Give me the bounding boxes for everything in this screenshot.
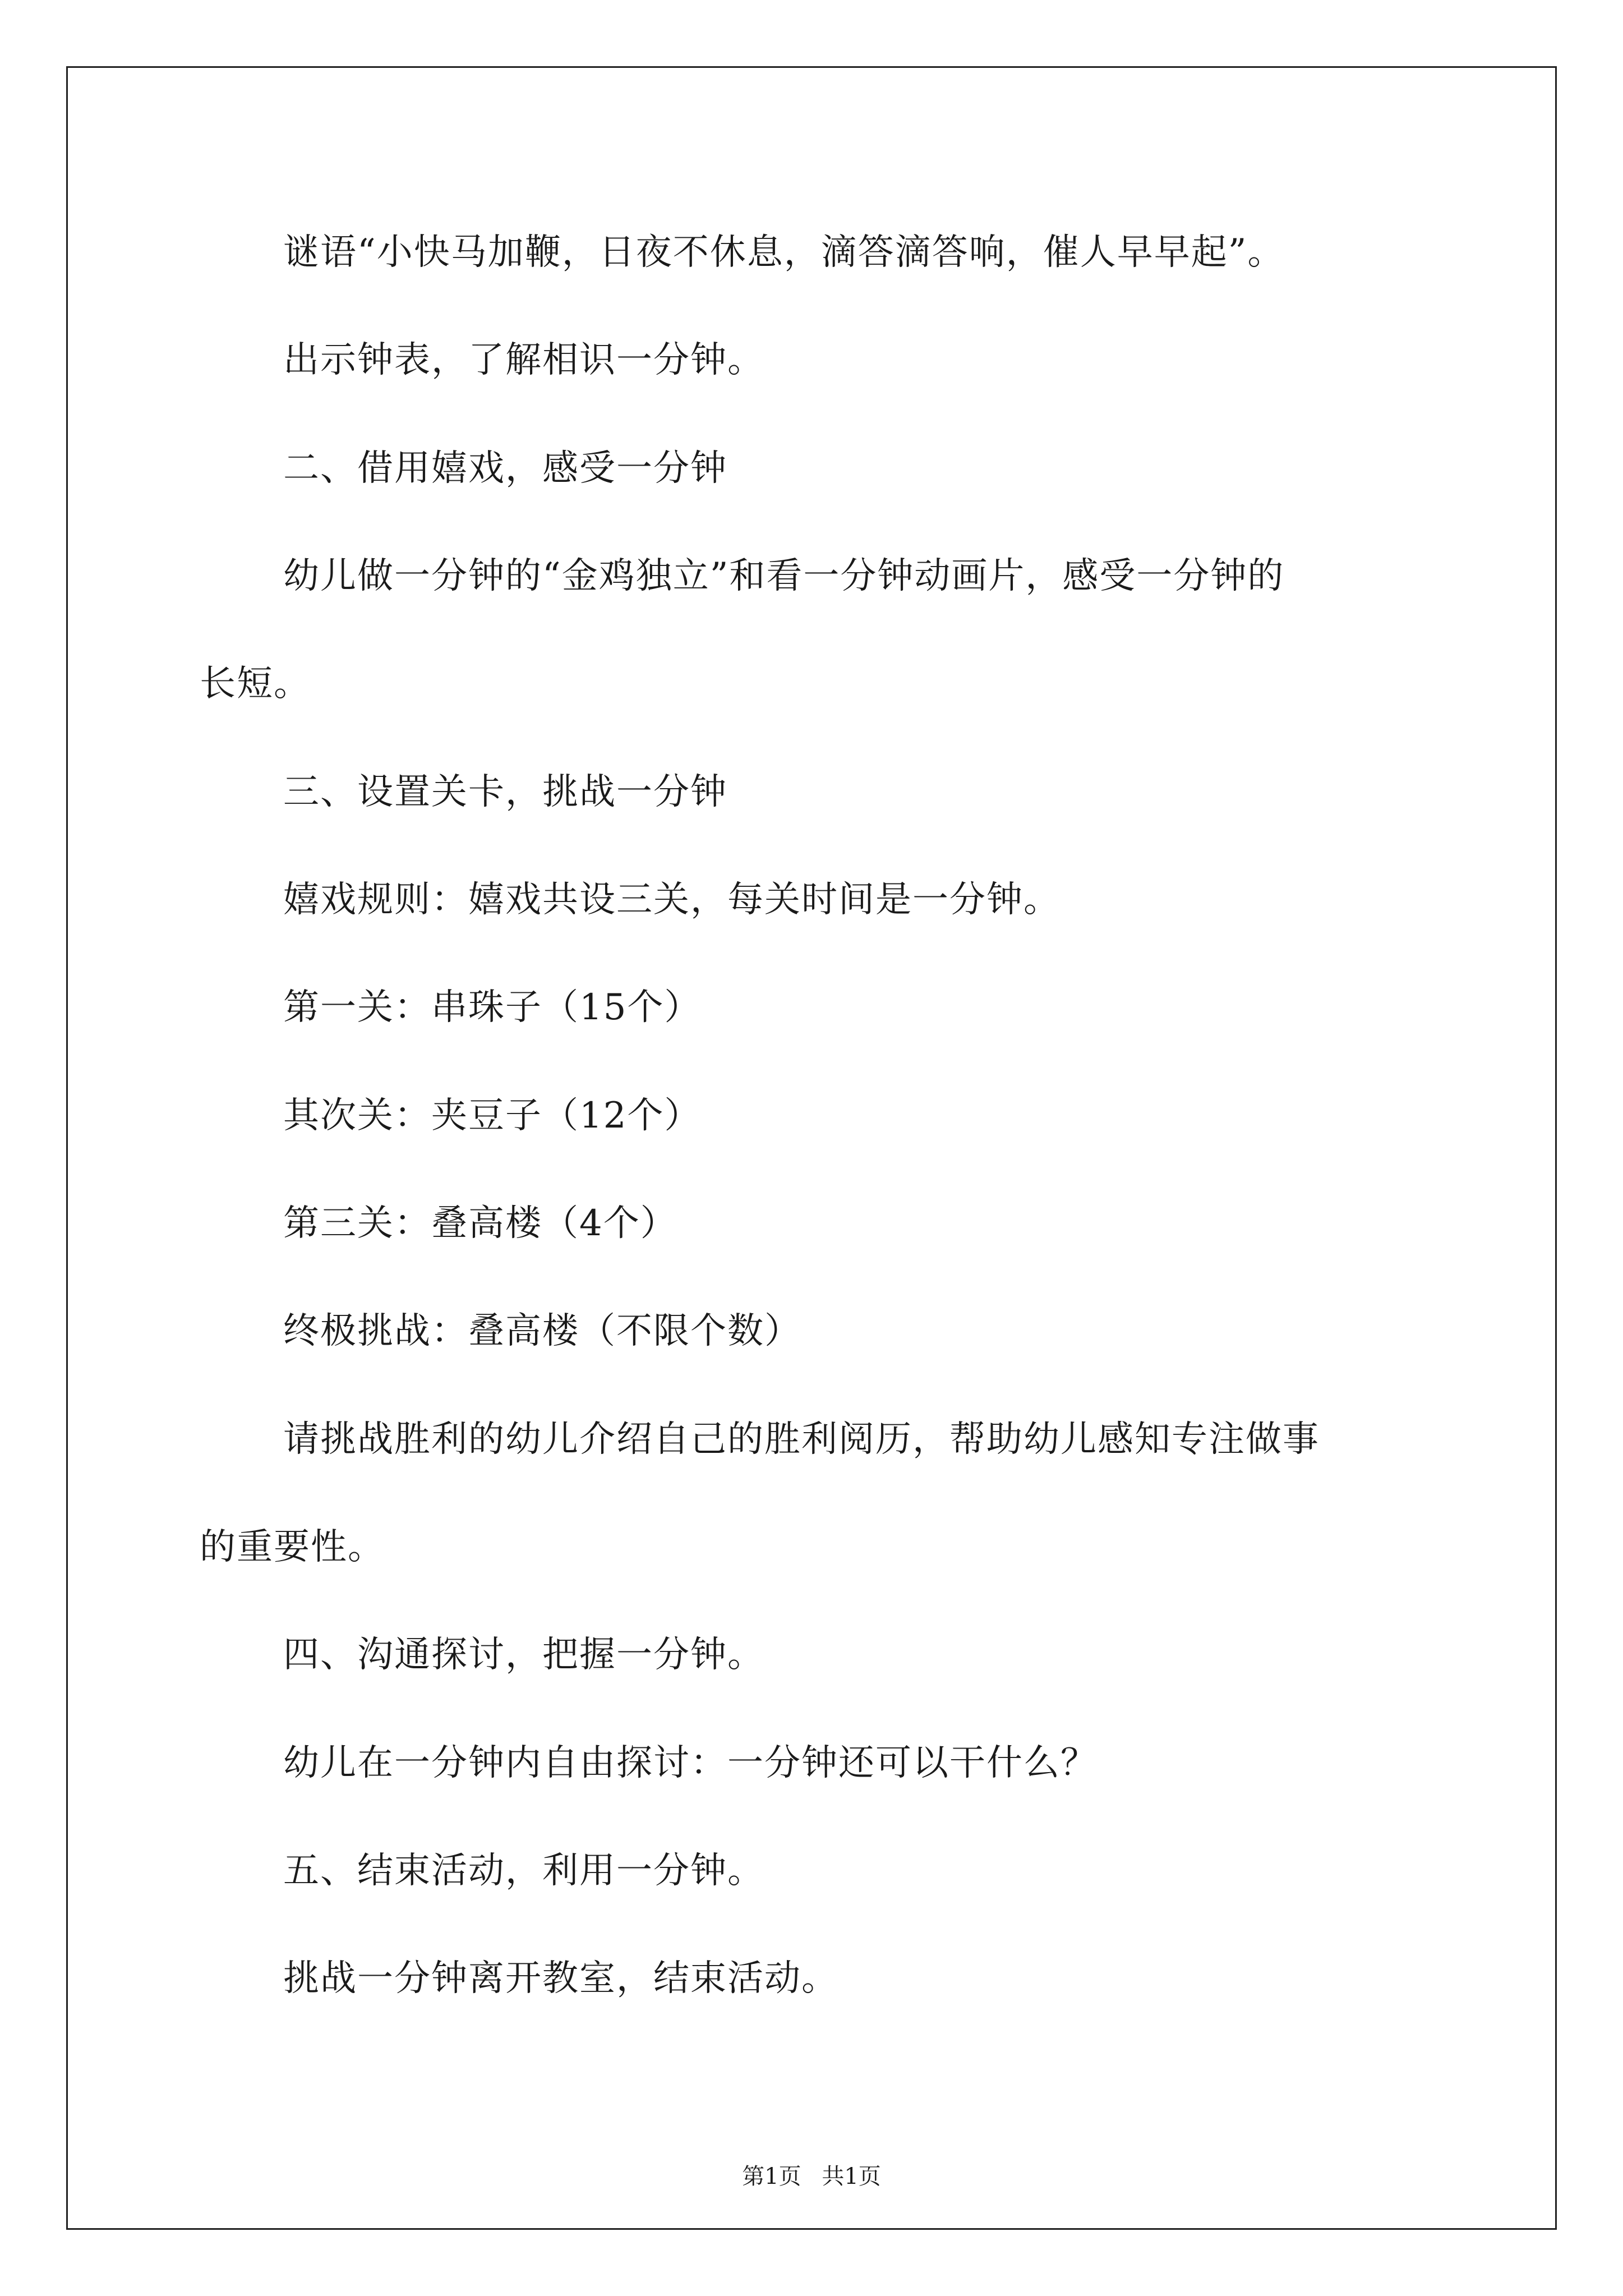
page-total: 共1页 (822, 2164, 881, 2189)
page-number: 第1页 (742, 2164, 801, 2189)
page-footer (0, 2165, 1623, 2188)
paragraph-level-2: 其次关：夹豆子（12个） (283, 1095, 702, 1137)
paragraph-winners-share: 请挑战胜利的幼儿介绍自己的胜利阅历，帮助幼儿感知专注做事 (283, 1419, 1320, 1460)
paragraph-level-1: 第一关：串珠子（15个） (283, 987, 702, 1028)
heading-section-4: 四、沟通探讨，把握一分钟。 (283, 1634, 764, 1676)
paragraph-leave-classroom: 挑战一分钟离开教室，结束活动。 (283, 1958, 838, 1999)
paragraph-feel-minute: 幼儿做一分钟的“金鸡独立”和看一分钟动画片，感受一分钟的 (283, 555, 1285, 597)
paragraph-show-clock: 出示钟表，了解相识一分钟。 (283, 339, 764, 381)
page-border (66, 66, 1557, 2230)
heading-section-3: 三、设置关卡，挑战一分钟 (283, 771, 727, 813)
paragraph-riddle: 谜语“小快马加鞭，日夜不休息，滴答滴答响，催人早早起”。 (283, 232, 1285, 273)
paragraph-free-discussion: 幼儿在一分钟内自由探讨：一分钟还可以干什么？ (283, 1742, 1098, 1784)
paragraph-game-rules: 嬉戏规则：嬉戏共设三关，每关时间是一分钟。 (283, 879, 1061, 921)
paragraph-feel-minute-cont: 长短。 (200, 663, 311, 705)
heading-section-5: 五、结束活动，利用一分钟。 (283, 1850, 764, 1892)
paragraph-level-3: 第三关：叠高楼（4个） (283, 1203, 677, 1244)
heading-section-2: 二、借用嬉戏，感受一分钟 (283, 448, 727, 489)
paragraph-winners-share-cont: 的重要性。 (200, 1526, 385, 1568)
paragraph-final-challenge: 终极挑战：叠高楼（不限个数） (283, 1310, 801, 1352)
